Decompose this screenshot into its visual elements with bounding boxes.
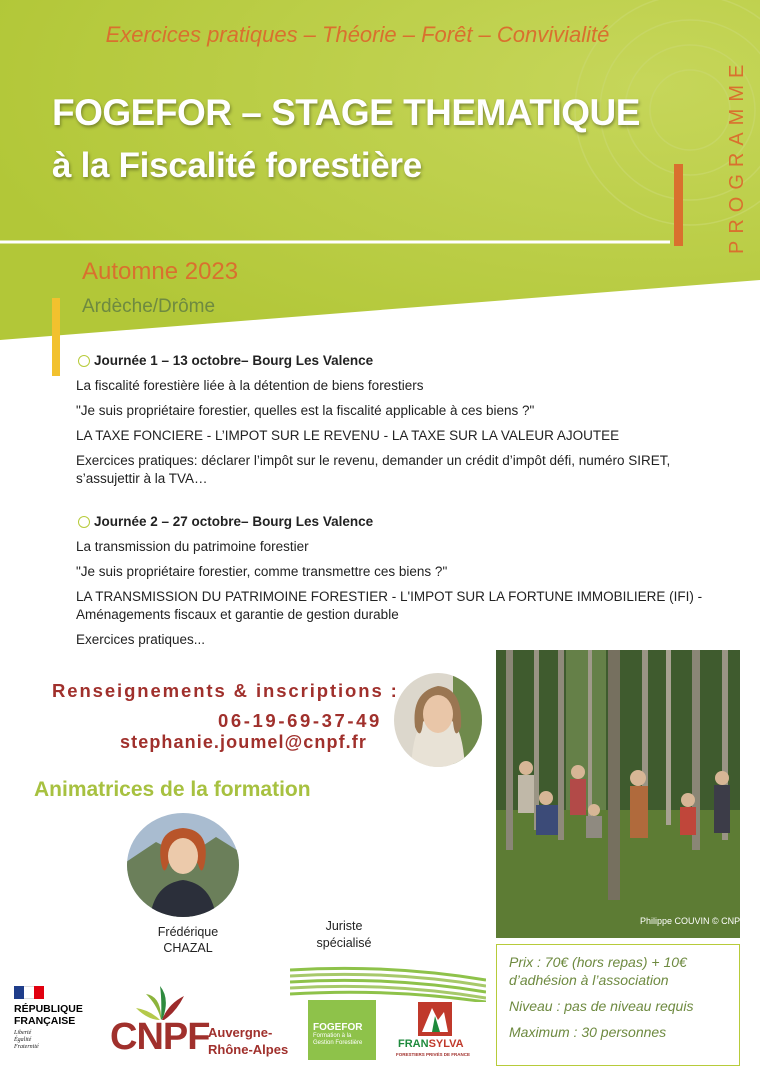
cnpf-logo-text: CNPF bbox=[110, 1016, 210, 1058]
rf-motto: Liberté bbox=[14, 1030, 32, 1036]
contact-portrait bbox=[393, 672, 483, 768]
fogefor-sub: Gestion Forestière bbox=[313, 1040, 363, 1046]
contact-phone[interactable]: 06-19-69-37-49 bbox=[218, 710, 382, 731]
day-2-line: Exercices pratiques... bbox=[76, 632, 206, 647]
season: Automne 2023 bbox=[82, 258, 239, 285]
animatrice-1-first-name: Frédérique bbox=[157, 925, 219, 939]
page-subtitle: à la Fiscalité forestière bbox=[52, 146, 422, 185]
day-1-heading: Journée 1 – 13 octobre– Bourg Les Valence bbox=[94, 353, 374, 368]
cnpf-region bbox=[208, 1024, 288, 1058]
fogefor-sub: Formation à la bbox=[313, 1033, 352, 1039]
contact-email[interactable]: stephanie.joumel@cnpf.fr bbox=[120, 732, 367, 752]
contact-title: Renseignements & inscriptions : bbox=[52, 680, 399, 701]
day-1-line: La fiscalité forestière liée à la détention de biens forestiers bbox=[76, 378, 424, 393]
side-label: PROGRAMME bbox=[726, 57, 748, 254]
day-2-section bbox=[76, 513, 736, 656]
forest-group-photo bbox=[496, 650, 740, 938]
level-text: Niveau : pas de niveau requis bbox=[509, 998, 694, 1014]
max-text: Maximum : 30 personnes bbox=[509, 1024, 667, 1040]
fogefor-stripes-icon bbox=[290, 966, 486, 1002]
fogefor-logo bbox=[308, 1000, 376, 1060]
animatrice-2-line: spécialisé bbox=[316, 936, 372, 950]
bullet-circle-icon bbox=[78, 355, 90, 367]
animatrice-portrait bbox=[126, 812, 240, 918]
fogefor-logo-text: FOGEFOR bbox=[313, 1022, 363, 1033]
day-2-heading: Journée 2 – 27 octobre– Bourg Les Valence bbox=[94, 514, 374, 529]
day-1-line: Exercices pratiques: déclarer l’impôt sur le revenu, demander un crédit d’impôt défi, numéro SIRET, s’assujettir à la TVA… bbox=[76, 453, 671, 486]
cnpf-leaves-icon bbox=[136, 986, 186, 1020]
day-1-section bbox=[76, 352, 736, 495]
tagline: Exercices pratiques – Théorie – Forêt – Convivialité bbox=[105, 22, 610, 47]
fransylva-part: FRAN bbox=[398, 1038, 429, 1050]
rf-motto: Égalité bbox=[14, 1037, 32, 1043]
price-text: Prix : 70€ (hors repas) + 10€ d’adhésion à l’association bbox=[509, 954, 687, 988]
animatrice-1-last-name: CHAZAL bbox=[163, 941, 213, 955]
fransylva-logo-text bbox=[398, 1038, 464, 1050]
rf-motto: Fraternité bbox=[14, 1044, 39, 1050]
fransylva-sub: FORESTIERS PRIVÉS DE FRANCE bbox=[396, 1052, 471, 1057]
cnpf-region-line: Rhône-Alpes bbox=[208, 1042, 289, 1057]
animatrice-1-name bbox=[128, 924, 248, 956]
french-flag-icon bbox=[14, 986, 44, 999]
page-title: FOGEFOR – STAGE THEMATIQUE bbox=[52, 92, 640, 133]
republique-francaise-logo bbox=[14, 986, 104, 1051]
yellow-accent-bar bbox=[52, 298, 60, 376]
day-1-line: "Je suis propriétaire forestier, quelles est la fiscalité applicable à ces biens ?" bbox=[76, 403, 535, 418]
day-2-line: La transmission du patrimoine forestier bbox=[76, 539, 309, 554]
bullet-circle-icon bbox=[78, 516, 90, 528]
fransylva-part: SYLVA bbox=[428, 1038, 464, 1050]
animatrices-title: Animatrices de la formation bbox=[34, 778, 311, 801]
region: Ardèche/Drôme bbox=[82, 296, 216, 317]
side-accent-bar bbox=[674, 164, 683, 246]
photo-credit: Philippe COUVIN © CNPF bbox=[640, 916, 746, 926]
day-2-line: LA TRANSMISSION DU PATRIMOINE FORESTIER - L'IMPOT SUR LA FORTUNE IMMOBILIERE (IFI) - Aménagements fiscaux et garantie de gestion durable bbox=[76, 589, 703, 622]
rf-line: FRANÇAISE bbox=[14, 1015, 76, 1027]
animatrice-2-role bbox=[302, 918, 386, 952]
day-2-line: "Je suis propriétaire forestier, comme transmettre ces biens ?" bbox=[76, 564, 448, 579]
info-box bbox=[496, 944, 740, 1066]
cnpf-region-line: Auvergne- bbox=[208, 1025, 273, 1040]
animatrice-2-line: Juriste bbox=[325, 919, 363, 933]
fransylva-emblem-icon bbox=[418, 1002, 452, 1036]
rf-line: RÉPUBLIQUE bbox=[14, 1003, 83, 1015]
day-1-line: LA TAXE FONCIERE - L’IMPOT SUR LE REVENU - LA TAXE SUR LA VALEUR AJOUTEE bbox=[76, 428, 620, 443]
